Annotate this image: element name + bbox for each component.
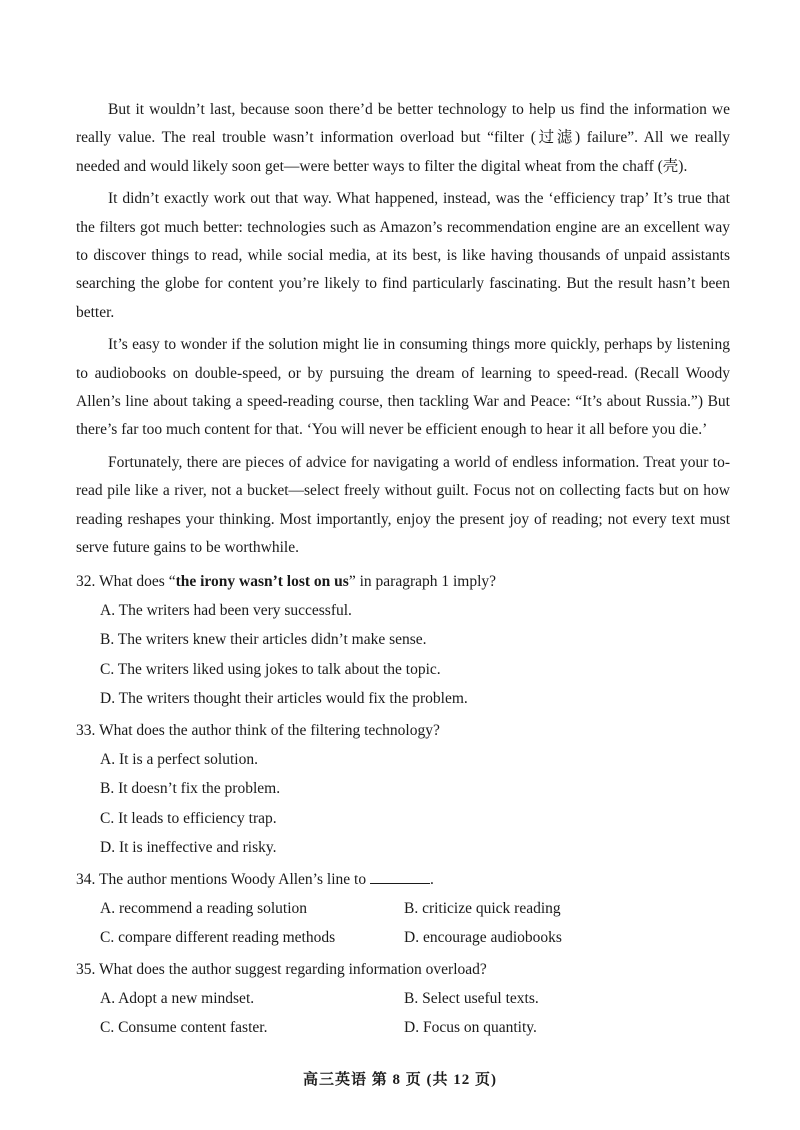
question-33-option-c[interactable]: C. It leads to efficiency trap. [100,809,277,827]
question-34-stem [76,865,730,894]
question-32-stem [76,567,730,596]
question-33-stem: 33. What does the author think of the filtering technology? [76,721,440,739]
question-32-quote: the irony wasn’t lost on us [175,572,349,590]
passage-paragraph-2: It didn’t exactly work out that way. What happened, instead, was the ‘efficiency trap’ It’s true that the filters got much better: technologies such as Amazon’s recommendation engine are an excellent way to discover things to read, while social media, at its best, is like having thousands of unpaid assistants searching the globe for content you’re likely to find particularly fascinating. But the result hasn’t been better. [76,190,730,321]
question-35-option-d[interactable]: D. Focus on quantity. [404,1019,537,1036]
question-34-option-d[interactable]: D. encourage audiobooks [404,929,562,946]
question-35-stem: 35. What does the author suggest regarding information overload? [76,960,487,978]
passage-paragraph-1: But it wouldn’t last, because soon there’d be better technology to help us find the information we really value. The real trouble wasn’t information overload but “filter (过滤) failure”. All we really needed and would likely soon get—were better ways to filter the digital wheat from the chaff (壳). [76,101,730,175]
question-32-option-b[interactable]: B. The writers knew their articles didn’t make sense. [100,631,427,648]
question-33-option-b[interactable]: B. It doesn’t fix the problem. [100,780,281,797]
question-35-option-b[interactable]: B. Select useful texts. [404,989,539,1007]
question-34-row-1 [100,894,730,924]
page-footer: 高三英语 第 8 页 (共 12 页) [303,1072,497,1088]
question-34-option-a[interactable]: A. recommend a reading solution [100,899,308,917]
passage-paragraph-3: It’s easy to wonder if the solution might lie in consuming things more quickly, perhaps by listening to audiobooks on double-speed, or by pursuing the dream of learning to speed-read. (Recall Woody Allen’s line about taking a speed-reading course, then tackling War and Peace: “It’s about Russia.”) But there’s far too much content for that. ‘You will never be efficient enough to hear it all before you die.’ [76,336,730,439]
question-35-row-2 [100,1013,730,1043]
question-35 [76,955,730,1043]
question-34-stem-end: . [429,870,434,888]
answer-blank [370,869,430,884]
question-34-row-2 [100,923,730,953]
question-33-option-a[interactable]: A. It is a perfect solution. [100,750,258,768]
passage-paragraph-4: Fortunately, there are pieces of advice for navigating a world of endless information. Treat your to-read pile like a river, not a bucket—select freely without guilt. Focus not on collecting facts but on how reading reshapes your thinking. Most importantly, enjoy the present joy of reading; not every text must serve future gains to be worthwhile. [76,453,730,557]
question-32-stem-suffix: ” in paragraph 1 imply? [348,572,497,590]
question-32-option-c[interactable]: C. The writers liked using jokes to talk about the topic. [100,660,441,678]
question-34-option-c[interactable]: C. compare different reading methods [100,929,336,946]
question-34-stem-text: 34. The author mentions Woody Allen’s line to [76,870,367,888]
question-35-option-c[interactable]: C. Consume content faster. [100,1019,268,1036]
question-34 [76,865,730,953]
question-33 [76,716,730,863]
question-35-option-a[interactable]: A. Adopt a new mindset. [100,989,255,1007]
question-34-option-b[interactable]: B. criticize quick reading [404,899,561,917]
question-32-option-d[interactable]: D. The writers thought their articles would fix the problem. [100,690,468,707]
question-33-option-d[interactable]: D. It is ineffective and risky. [100,839,277,856]
question-32-option-a[interactable]: A. The writers had been very successful. [100,601,352,619]
question-32-stem-prefix: 32. What does “ [76,572,176,590]
question-35-row-1 [100,984,730,1014]
question-32 [76,567,730,714]
